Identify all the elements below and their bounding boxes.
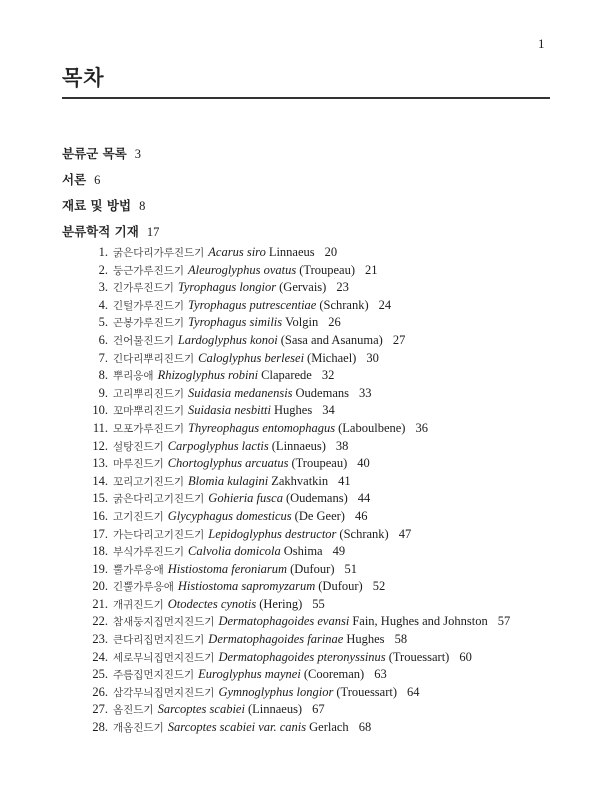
entry-number: 4.: [98, 297, 108, 312]
scientific-name: Lardoglyphus konoi: [177, 332, 278, 347]
scientific-name: Histiostoma feroniarum: [167, 561, 288, 576]
toc-entry[interactable]: [86, 385, 510, 403]
toc-entry[interactable]: [86, 420, 510, 438]
entry-page: 38: [335, 438, 349, 453]
toc-section[interactable]: [62, 140, 159, 166]
entry-number: 1.: [98, 245, 108, 259]
entry-page: 51: [344, 561, 357, 576]
toc-entry[interactable]: [86, 543, 510, 561]
korean-name: 굵은다리가루진드기: [113, 247, 205, 259]
entry-page: 55: [312, 596, 325, 611]
korean-name: 개귀진드기: [113, 598, 164, 611]
entry-number: 18.: [92, 544, 108, 559]
section-label: 재료 및 방법: [62, 198, 132, 213]
korean-name: 개옴진드기: [113, 722, 164, 735]
entry-page: 60: [459, 649, 472, 664]
author-name: Claparede: [261, 368, 312, 383]
section-page: 6: [94, 173, 101, 187]
toc-entry[interactable]: [86, 719, 510, 737]
author-name: (Trouessart): [336, 684, 398, 699]
author-name: (De Geer): [294, 508, 345, 523]
korean-name: 참새둥지집먼지진드기: [113, 616, 215, 629]
toc-section[interactable]: [62, 192, 159, 218]
author-name: (Troupeau): [299, 262, 355, 277]
toc-entry[interactable]: [86, 490, 510, 508]
toc-section[interactable]: [62, 218, 159, 244]
scientific-name: Sarcoptes scabiei var. canis: [167, 720, 307, 735]
entry-number: 3.: [98, 280, 108, 295]
korean-name: 가는다리고기진드기: [113, 528, 205, 541]
entry-number: 10.: [92, 403, 108, 418]
author-name: Hughes: [346, 632, 385, 647]
entry-number: 2.: [98, 262, 108, 277]
page-number: 1: [538, 36, 545, 51]
author-name: (Linnaeus): [247, 702, 303, 717]
scientific-name: Euroglyphus maynei: [198, 667, 301, 682]
section-label: 서론: [62, 172, 87, 187]
author-name: (Schrank): [339, 526, 389, 541]
scientific-name: Tyrophagus similis: [188, 315, 283, 330]
entry-page: 58: [394, 632, 408, 647]
entry-page: 52: [372, 579, 386, 594]
korean-name: 마루진드기: [113, 458, 164, 471]
entry-number: 21.: [92, 596, 108, 611]
scientific-name: Chortoglyphus arcuatus: [167, 456, 289, 471]
entry-page: 20: [324, 245, 338, 259]
entry-page: 41: [338, 473, 351, 488]
korean-name: 모포가루진드기: [113, 422, 185, 435]
korean-name: 고기진드기: [113, 510, 164, 523]
entry-page: 32: [321, 368, 335, 383]
scientific-name: Otodectes cynotis: [167, 596, 257, 611]
entry-number: 24.: [92, 649, 108, 664]
toc-entry[interactable]: [86, 350, 510, 368]
author-name: Oudemans: [295, 385, 349, 400]
scientific-name: Lepidoglyphus destructor: [208, 526, 337, 541]
korean-name: 꼬리고기진드기: [113, 475, 185, 488]
entry-number: 5.: [98, 315, 108, 330]
toc-entry[interactable]: [86, 332, 510, 350]
entry-page: 46: [354, 508, 368, 523]
korean-name: 건어물진드기: [113, 334, 174, 347]
entry-number: 7.: [98, 350, 108, 365]
section-label: 분류학적 기재: [62, 224, 139, 239]
korean-name: 설탕진드기: [113, 440, 164, 453]
toc-entry[interactable]: [86, 262, 510, 280]
korean-name: 세로무늬집먼지진드기: [113, 651, 215, 664]
toc-entry[interactable]: [86, 631, 510, 649]
scientific-name: Calvolia domicola: [188, 544, 281, 559]
author-name: (Dufour): [290, 561, 335, 576]
author-name: (Trouessart): [388, 649, 450, 664]
author-name: (Laboulbene): [338, 420, 406, 435]
author-name: Linnaeus: [268, 245, 315, 259]
scientific-name: Carpoglyphus lactis: [167, 438, 269, 453]
toc-entry[interactable]: [86, 613, 510, 631]
korean-name: 옴진드기: [113, 704, 154, 717]
entry-number: 12.: [92, 438, 108, 453]
scientific-name: Dermatophagoides farinae: [208, 632, 344, 647]
author-name: (Sasa and Asanuma): [280, 332, 383, 347]
scientific-name: Acarus siro: [208, 245, 266, 259]
korean-name: 고리뿌리진드기: [113, 387, 185, 400]
scientific-name: Blomia kulagini: [188, 473, 269, 488]
toc-entry[interactable]: [86, 701, 510, 719]
author-name: (Linnaeus): [271, 438, 326, 453]
author-name: Gerlach: [309, 720, 349, 735]
entry-number: 20.: [92, 579, 108, 594]
scientific-name: Caloglyphus berlesei: [198, 350, 305, 365]
entry-page: 44: [357, 491, 371, 506]
entry-number: 22.: [92, 614, 108, 629]
author-name: Oshima: [283, 544, 323, 559]
toc-entry[interactable]: [86, 367, 510, 385]
toc-entry[interactable]: [86, 666, 510, 684]
korean-name: 삼각무늬집먼지진드기: [113, 686, 215, 699]
scientific-name: Histiostoma sapromyzarum: [177, 579, 316, 594]
entry-page: 23: [336, 280, 349, 295]
scientific-name: Gohieria fusca: [208, 491, 283, 506]
toc-entry[interactable]: [86, 455, 510, 473]
korean-name: 큰다리집먼지진드기: [113, 634, 205, 647]
entry-page: 34: [322, 403, 335, 418]
entry-number: 13.: [92, 456, 108, 471]
author-name: (Cooreman): [303, 667, 365, 682]
entry-page: 57: [497, 614, 511, 629]
entry-page: 68: [358, 720, 372, 735]
toc-entry[interactable]: [86, 596, 510, 614]
korean-name: 긴다리뿌리진드기: [113, 352, 195, 365]
scientific-name: Gymnoglyphus longior: [218, 684, 334, 699]
toc-entry[interactable]: [86, 473, 510, 491]
scientific-name: Tyrophagus putrescentiae: [188, 297, 317, 312]
toc-entry[interactable]: [86, 438, 510, 456]
entry-page: 64: [407, 684, 420, 699]
entry-page: 36: [415, 420, 428, 435]
entry-page: 27: [392, 332, 406, 347]
entry-number: 26.: [92, 684, 108, 699]
entry-number: 25.: [92, 667, 108, 682]
korean-name: 뿌리응애: [113, 370, 154, 383]
scientific-name: Rhizoglyphus robini: [157, 368, 259, 383]
korean-name: 긴가루진드기: [113, 282, 174, 295]
entry-number: 16.: [92, 508, 108, 523]
entry-page: 67: [312, 702, 325, 717]
entry-page: 21: [365, 262, 378, 277]
entry-number: 27.: [92, 702, 108, 717]
section-page: 3: [134, 147, 141, 161]
toc-entry[interactable]: [86, 402, 510, 420]
entry-number: 6.: [98, 332, 108, 347]
toc-entry[interactable]: [86, 684, 510, 702]
title-divider: [62, 97, 550, 99]
entry-number: 9.: [98, 385, 108, 400]
scientific-name: Aleuroglyphus ovatus: [188, 262, 297, 277]
author-name: Hughes: [274, 403, 313, 418]
toc-section[interactable]: [62, 166, 159, 192]
author-name: (Oudemans): [285, 491, 348, 506]
toc-entry[interactable]: [86, 314, 510, 332]
author-name: (Hering): [259, 596, 303, 611]
entry-page: 26: [328, 315, 341, 330]
korean-name: 뿔가루응애: [113, 563, 164, 576]
entry-number: 19.: [92, 561, 108, 576]
toc-entry[interactable]: [86, 244, 510, 262]
page-title: 목차: [62, 66, 105, 90]
scientific-name: Dermatophagoides evansi: [218, 614, 350, 629]
section-page: 17: [146, 225, 160, 239]
entry-page: 30: [366, 350, 379, 365]
entry-number: 17.: [92, 526, 108, 541]
scientific-name: Thyreophagus entomophagus: [188, 420, 336, 435]
section-label: 분류군 목록: [62, 146, 127, 161]
toc-entry[interactable]: [86, 561, 510, 579]
toc-entry[interactable]: [86, 279, 510, 297]
scientific-name: Tyrophagus longior: [177, 280, 277, 295]
section-list: [62, 140, 159, 244]
author-name: (Dufour): [318, 579, 363, 594]
author-name: (Michael): [307, 350, 357, 365]
entry-number: 14.: [92, 473, 108, 488]
korean-name: 꼬마뿌리진드기: [113, 405, 185, 418]
korean-name: 주름집먼지진드기: [113, 669, 195, 682]
korean-name: 긴뿔가루응애: [113, 581, 174, 594]
toc-entry[interactable]: [86, 578, 510, 596]
toc-entry[interactable]: [86, 649, 510, 667]
korean-name: 부식가루진드기: [113, 546, 185, 559]
entry-number: 15.: [92, 491, 108, 506]
scientific-name: Suidasia medanensis: [188, 385, 293, 400]
entry-number: 23.: [92, 632, 108, 647]
toc-entry[interactable]: [86, 508, 510, 526]
entry-number: 11.: [92, 420, 108, 435]
korean-name: 둥근가루진드기: [113, 264, 185, 277]
korean-name: 곤봉가루진드기: [113, 317, 185, 330]
species-entry-list: [86, 244, 510, 737]
author-name: Zakhvatkin: [271, 473, 329, 488]
author-name: (Schrank): [319, 297, 369, 312]
entry-number: 28.: [92, 720, 108, 735]
scientific-name: Suidasia nesbitti: [188, 403, 272, 418]
author-name: (Troupeau): [291, 456, 348, 471]
author-name: Fain, Hughes and Johnston: [352, 614, 488, 629]
scientific-name: Sarcoptes scabiei: [157, 702, 245, 717]
entry-page: 40: [357, 456, 370, 471]
author-name: Volgin: [285, 315, 319, 330]
entry-page: 24: [378, 297, 392, 312]
korean-name: 굵은다리고기진드기: [113, 493, 205, 506]
entry-page: 63: [374, 667, 387, 682]
korean-name: 긴털가루진드기: [113, 299, 185, 312]
entry-number: 8.: [98, 368, 108, 383]
section-page: 8: [139, 199, 146, 213]
toc-entry[interactable]: [86, 297, 510, 315]
scientific-name: Glycyphagus domesticus: [167, 508, 292, 523]
entry-page: 49: [332, 544, 346, 559]
entry-page: 47: [398, 526, 412, 541]
author-name: (Gervais): [279, 280, 327, 295]
entry-page: 33: [359, 385, 372, 400]
toc-entry[interactable]: [86, 526, 510, 544]
scientific-name: Dermatophagoides pteronyssinus: [218, 649, 386, 664]
